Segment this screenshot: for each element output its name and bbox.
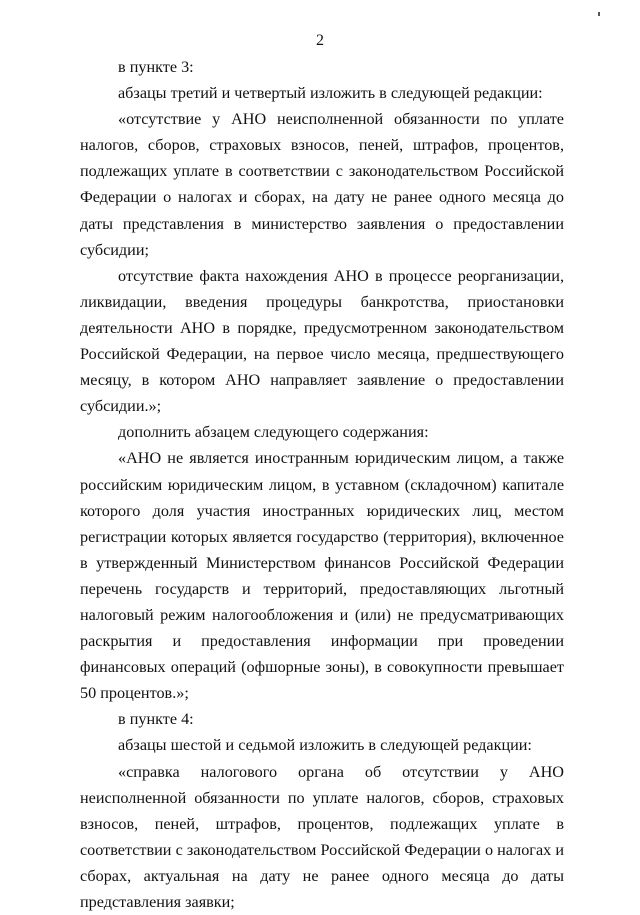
page-number: 2 xyxy=(316,32,324,49)
paragraph-foreign-entity: «АНО не является иностранным юридическим лицом, а также российским юридическим лицом, в уставном (складочном) капитале которого доля участия иностранных юридических лиц, местом регистрации которых является государство (территория), включенное в утвержденный Министерством финансов Российской Федерации перечень государств и территорий, предоставляющих льготный налоговый режим налогообложения и (или) не предусматривающих раскрытия и предоставления информации при проведении финансовых операций (офшорные зоны), в совокупности превышает 50 процентов.»; xyxy=(80,449,564,703)
paragraph-item-3-heading: в пункте 3: xyxy=(118,58,194,76)
paragraph-tax-obligation: «отсутствие у АНО неисполненной обязанности по уплате налогов, сборов, страховых взносов, пеней, штрафов, процентов, подлежащих уплате в соответствии с законодательством Российской Федерации о налогах и сборах, на дату не ранее одного месяца до даты представления в министерство заявления о предоставлении субсидии; xyxy=(80,110,564,259)
scan-artifact-mark xyxy=(598,12,600,16)
paragraph-supplement-instruction: дополнить абзацем следующего содержания: xyxy=(118,423,429,442)
paragraph-item-3-instruction: абзацы третий и четвертый изложить в следующей редакции: xyxy=(118,84,543,103)
paragraph-tax-certificate: «справка налогового органа об отсутствии у АНО неисполненной обязанности по уплате налогов, сборов, страховых взносов, пеней, штрафов, процентов, подлежащих уплате в соответствии с законодательством Российской Федерации о налогах и сборах, актуальная на дату не ранее одного месяца до даты представления заявки; xyxy=(80,762,564,911)
paragraph-reorganization: отсутствие факта нахождения АНО в процессе реорганизации, ликвидации, введения процедуры банкротства, приостановки деятельности АНО в порядке, предусмотренном законодательством Российской Федерации, на первое число месяца, предшествующего месяцу, в котором АНО направляет заявление о предоставлении субсидии.»; xyxy=(80,266,564,416)
document-body xyxy=(80,54,564,915)
paragraph-item-4-instruction: абзацы шестой и седьмой изложить в следующей редакции: xyxy=(118,736,532,755)
paragraph-item-4-heading: в пункте 4: xyxy=(118,710,194,729)
